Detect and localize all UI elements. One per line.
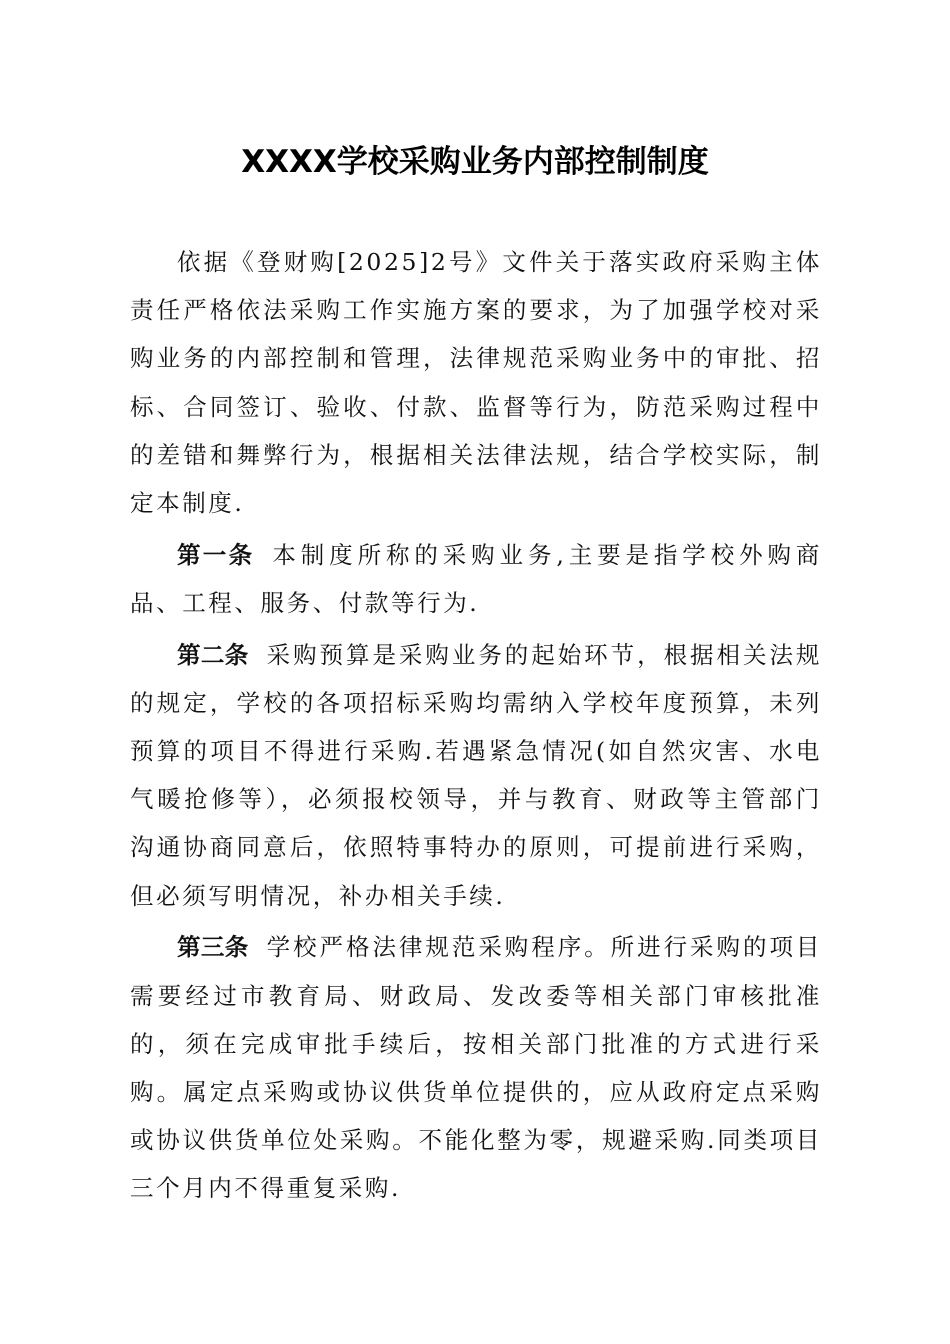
intro-paragraph: 依据《登财购[2025]2号》文件关于落实政府采购主体责任严格依法采购工作实施方案的要求，为了加强学校对采购业务的内部控制和管理，法律规范采购业务中的审批、招标、合同签订、验收、付款、监督等行为，防范采购过程中的差错和舞弊行为，根据相关法律法规，结合学校实际，制定本制度.: [130, 248, 822, 518]
article-1: [130, 531, 822, 627]
article-1-text: 本制度所称的采购业务,主要是指学校外购商品、工程、服务、付款等行为.: [130, 540, 822, 617]
document-title: XXXX学校采购业务内部控制制度: [241, 144, 709, 180]
document-body: [130, 238, 822, 1216]
article-3: [130, 923, 822, 1212]
article-2-label: 第二条: [177, 640, 249, 669]
article-1-label: 第一条: [177, 540, 255, 569]
article-3-label: 第三条: [177, 933, 249, 962]
article-2-text: 采购预算是采购业务的起始环节，根据相关法规的规定，学校的各项招标采购均需纳入学校年度预算，未列预算的项目不得进行采购.若遇紧急情况(如自然灾害、水电气暖抢修等），必须报校领导，并与教育、财政等主管部门沟通协商同意后，依照特事特办的原则，可提前进行采购，但必须写明情况，补办相关手续.: [130, 640, 823, 910]
article-2: [130, 631, 822, 920]
article-3-text: 学校严格法律规范采购程序。所进行采购的项目需要经过市教育局、财政局、发改委等相关部门审核批准的，须在完成审批手续后，按相关部门批准的方式进行采购。属定点采购或协议供货单位提供的，应从政府定点采购或协议供货单位处采购。不能化整为零，规避采购.同类项目三个月内不得重复采购.: [130, 933, 823, 1203]
